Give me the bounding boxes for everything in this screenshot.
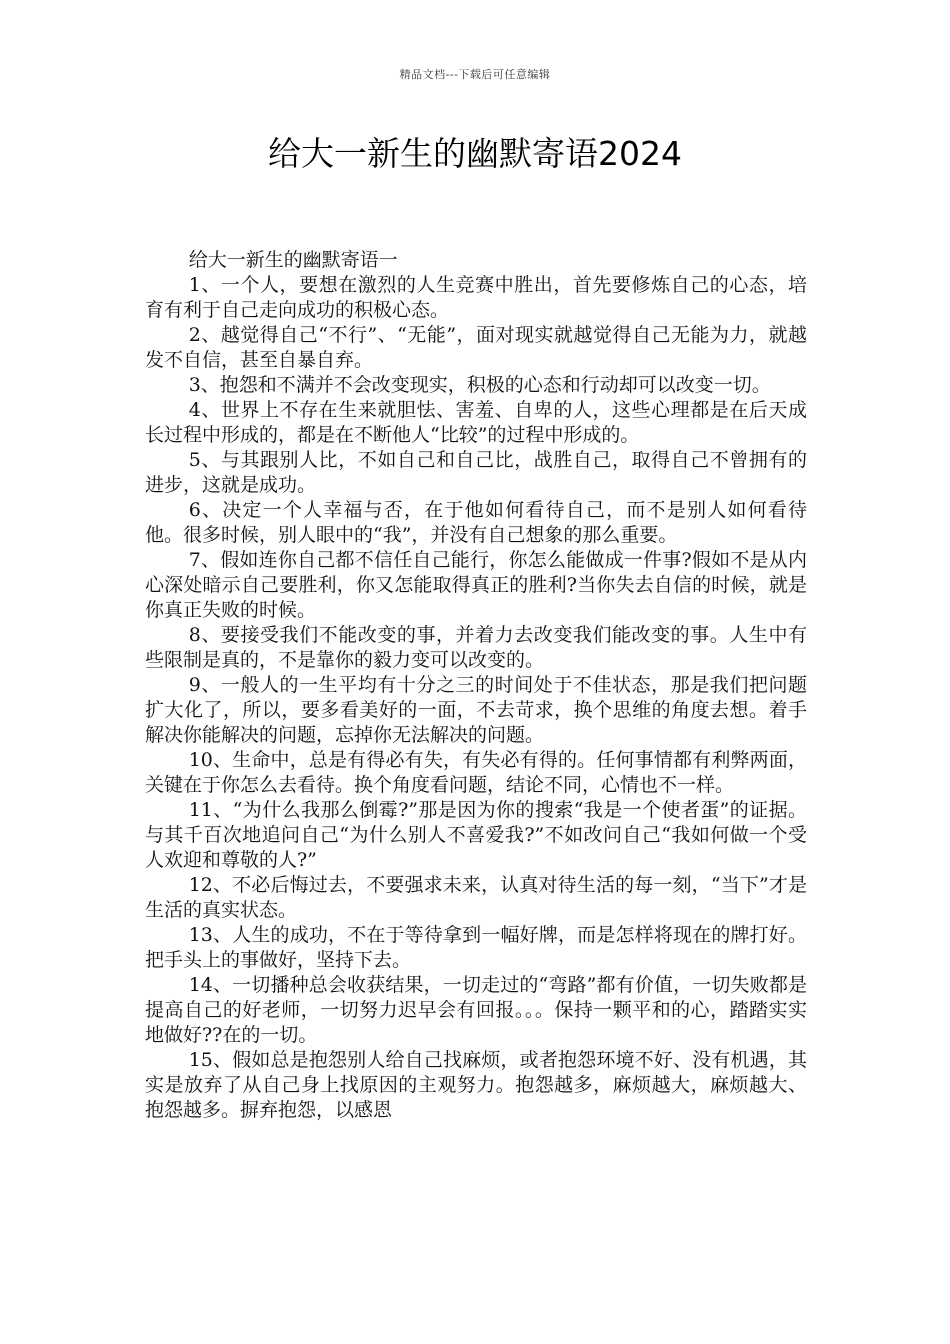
section-heading: 给大一新生的幽默寄语一	[188, 249, 398, 271]
paragraph: 13、人生的成功，不在于等待拿到一幅好牌，而是怎样将现在的牌打好。把手头上的事做好，坚持下去。	[145, 924, 807, 971]
document-body	[145, 248, 807, 1123]
paragraph: 4、世界上不存在生来就胆怯、害羞、自卑的人，这些心理都是在后天成长过程中形成的，都是在不断他人“比较”的过程中形成的。	[145, 399, 807, 446]
paragraph: 9、一般人的一生平均有十分之三的时间处于不佳状态，那是我们把问题扩大化了，所以，要多看美好的一面，不去苛求，换个思维的角度去想。着手解决你能解决的问题，忘掉你无法解决的问题。	[145, 674, 807, 746]
paragraph: 11、“为什么我那么倒霉?”那是因为你的搜索“我是一个使者蛋”的证据。与其千百次地追问自己“为什么别人不喜爱我?”不如改问自己“我如何做一个受人欢迎和尊敬的人?”	[145, 799, 807, 871]
paragraph: 1、一个人，要想在激烈的人生竞赛中胜出，首先要修炼自己的心态，培育有利于自己走向成功的积极心态。	[145, 274, 807, 321]
paragraph: 3、抱怨和不满并不会改变现实，积极的心态和行动却可以改变一切。	[188, 374, 771, 396]
paragraph: 7、假如连你自己都不信任自己能行，你怎么能做成一件事?假如不是从内心深处暗示自己要胜利，你又怎能取得真正的胜利?当你失去自信的时候，就是你真正失败的时候。	[145, 549, 807, 621]
paragraph: 5、与其跟别人比，不如自己和自己比，战胜自己，取得自己不曾拥有的进步，这就是成功。	[145, 449, 807, 496]
paragraph: 6、决定一个人幸福与否，在于他如何看待自己，而不是别人如何看待他。很多时候，别人眼中的“我”，并没有自己想象的那么重要。	[145, 499, 807, 546]
paragraph: 10、生命中，总是有得必有失，有失必有得的。任何事情都有利弊两面，关键在于你怎么去看待。换个角度看问题，结论不同，心情也不一样。	[145, 749, 807, 796]
page-title: 给大一新生的幽默寄语2024	[268, 134, 682, 173]
header-note: 精品文档---下载后可任意编辑	[399, 68, 551, 81]
paragraph: 15、假如总是抱怨别人给自己找麻烦，或者抱怨环境不好、没有机遇，其实是放弃了从自己身上找原因的主观努力。抱怨越多，麻烦越大，麻烦越大、抱怨越多。摒弃抱怨，以感恩	[145, 1049, 807, 1121]
paragraph: 14、一切播种总会收获结果，一切走过的“弯路”都有价值，一切失败都是提高自己的好老师，一切努力迟早会有回报。。。保持一颗平和的心，踏踏实实地做好??在的一切。	[145, 974, 807, 1046]
paragraph: 2、越觉得自己“不行”、“无能”，面对现实就越觉得自己无能为力，就越发不自信，甚至自暴自弃。	[145, 324, 807, 371]
paragraph: 12、不必后悔过去，不要强求未来，认真对待生活的每一刻，“当下”才是生活的真实状态。	[145, 874, 807, 921]
paragraph: 8、要接受我们不能改变的事，并着力去改变我们能改变的事。人生中有些限制是真的，不是靠你的毅力变可以改变的。	[145, 624, 807, 671]
